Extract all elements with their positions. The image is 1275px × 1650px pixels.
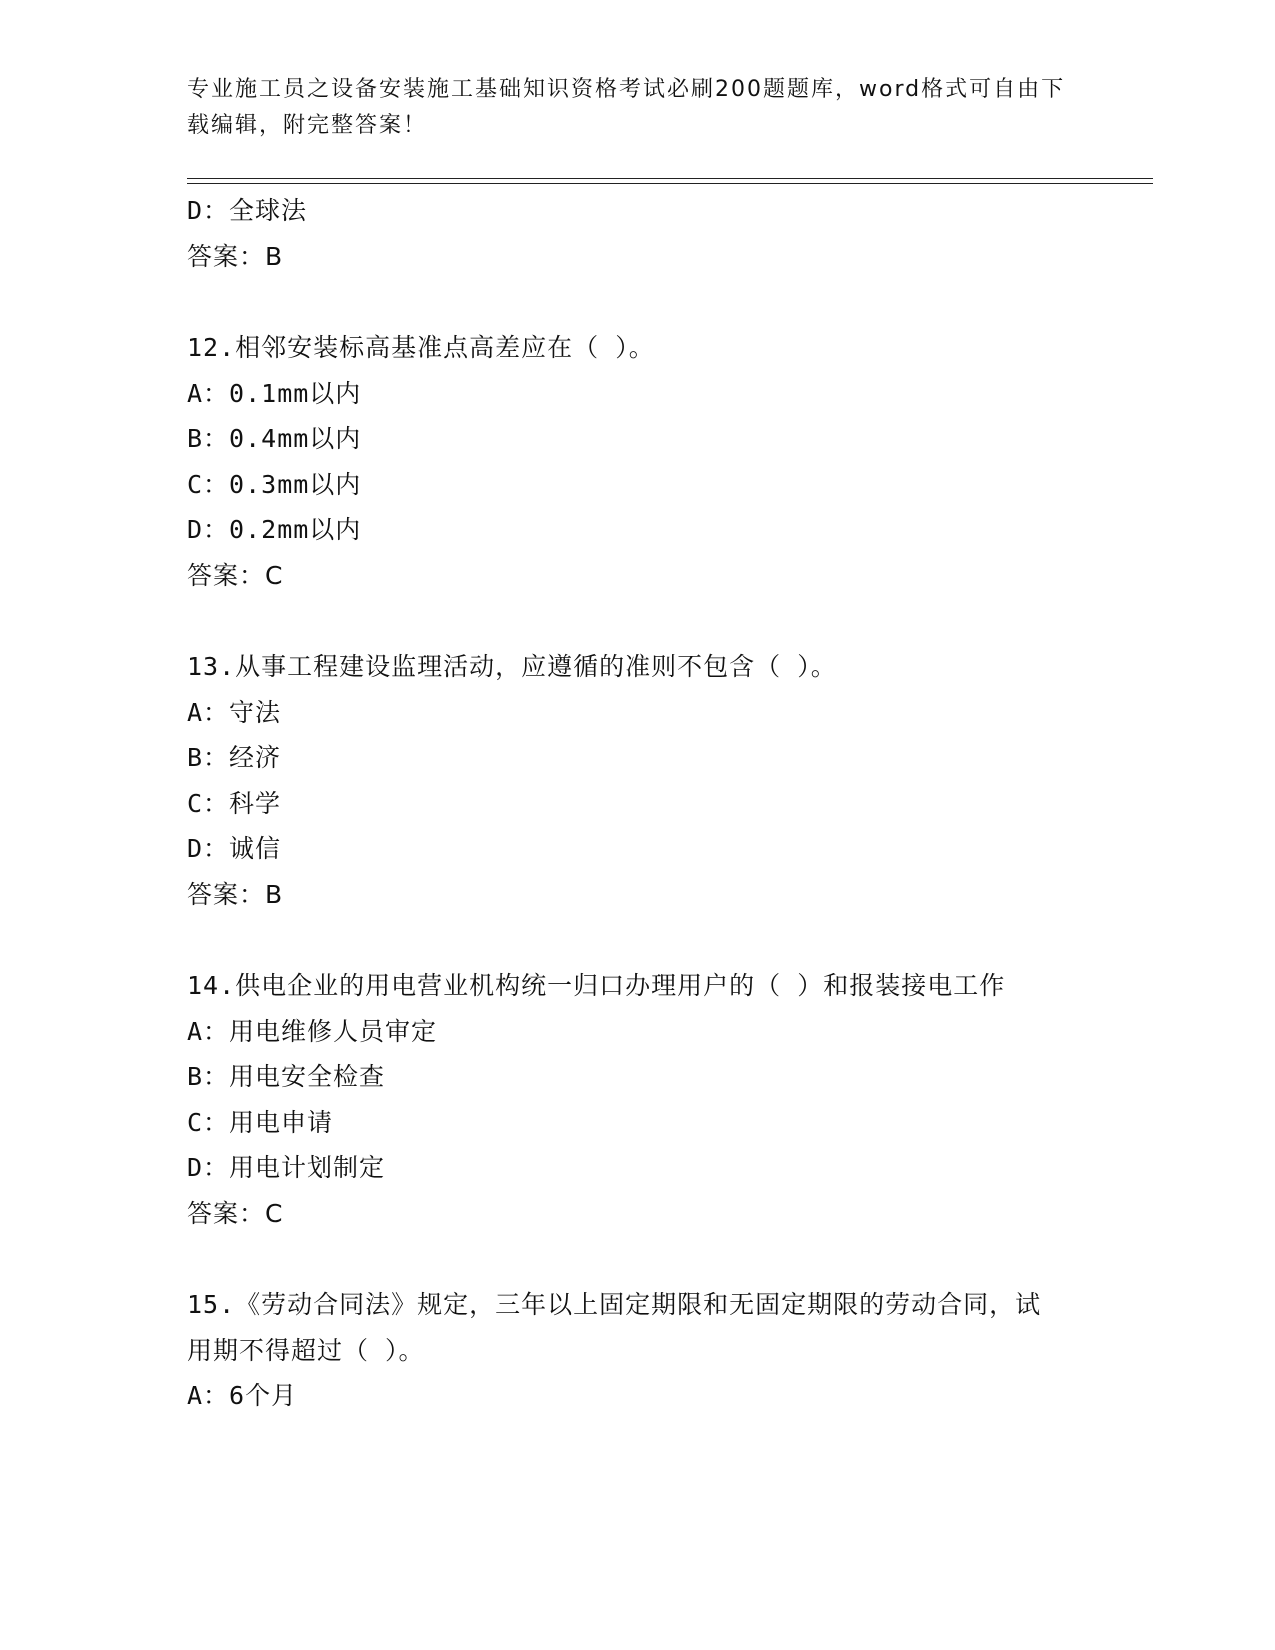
page-header: 专业施工员之设备安装施工基础知识资格考试必刷200题题库，word格式可自由下载编辑，附完整答案！ [187, 77, 1066, 138]
answer: 答案：B [187, 241, 284, 271]
question-list [187, 188, 1087, 1419]
question-stem: 13.从事工程建设监理活动，应遵循的准则不包含（ ）。 [187, 652, 837, 681]
option-a: A：守法 [187, 697, 282, 727]
question-stem: 14.供电企业的用电营业机构统一归口办理用户的（ ）和报装接电工作 [187, 971, 1006, 1000]
option-c: C：0.3mm以内 [187, 469, 362, 499]
answer: 答案：C [187, 560, 284, 590]
answer: 答案：C [187, 1198, 284, 1228]
question-stem: 12.相邻安装标高基准点高差应在（ ）。 [187, 333, 655, 362]
option-b: B：经济 [187, 743, 282, 772]
question-stem: 15.《劳动合同法》规定，三年以上固定期限和无固定期限的劳动合同，试用期不得超过（ ）。 [187, 1290, 1042, 1365]
option-c: C：科学 [187, 788, 282, 818]
answer: 答案：B [187, 879, 284, 909]
option-a: A：用电维修人员审定 [187, 1016, 438, 1046]
option-d: D：全球法 [187, 196, 308, 225]
header-rule-top [187, 178, 1153, 179]
option-a: A：0.1mm以内 [187, 378, 362, 408]
header-rule-bottom [187, 183, 1153, 184]
option-a: A：6个月 [187, 1381, 298, 1410]
option-d: D：用电计划制定 [187, 1153, 386, 1182]
option-d: D：0.2mm以内 [187, 515, 362, 544]
option-b: B：用电安全检查 [187, 1062, 386, 1091]
option-c: C：用电申请 [187, 1107, 334, 1137]
option-b: B：0.4mm以内 [187, 424, 362, 453]
option-d: D：诚信 [187, 834, 282, 863]
